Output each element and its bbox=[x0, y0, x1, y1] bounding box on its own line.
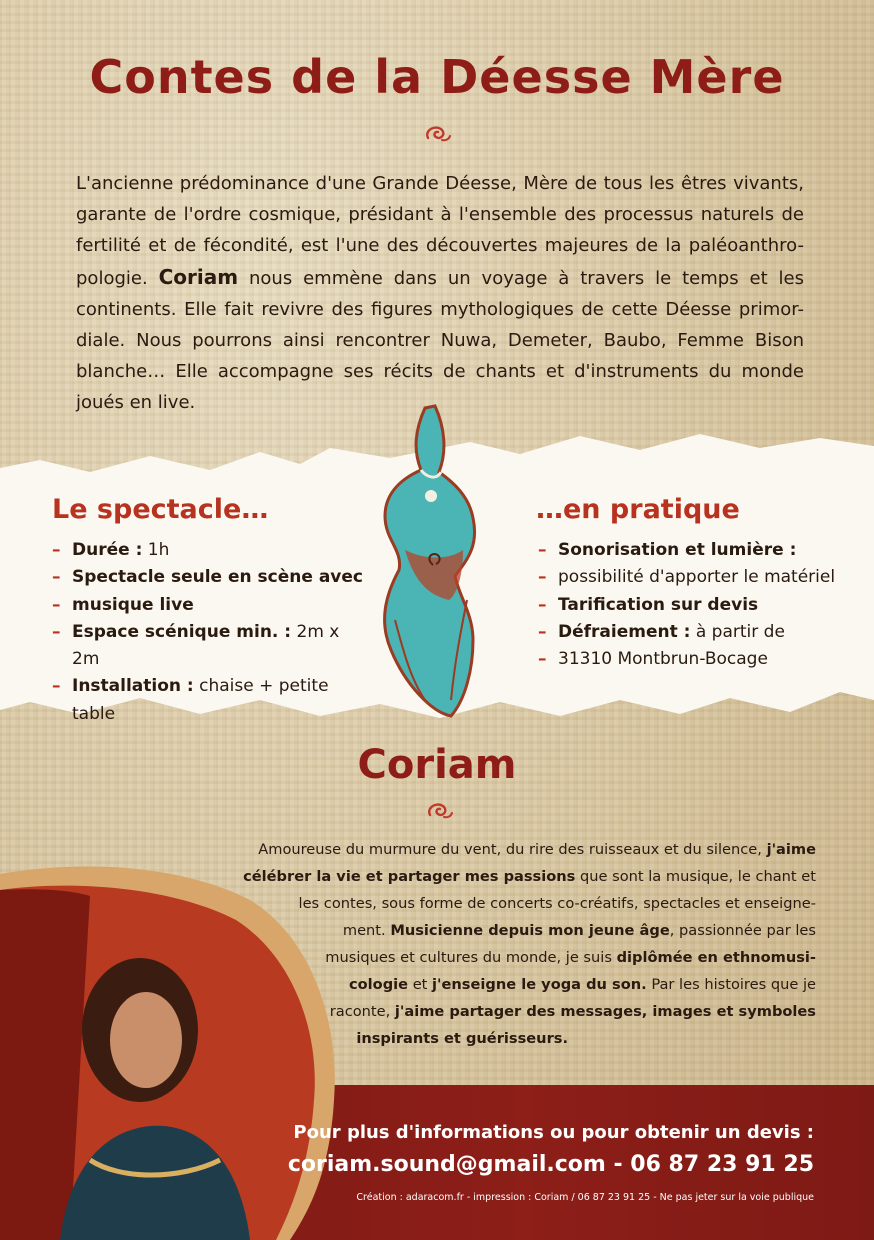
page-title: Contes de la Déesse Mère bbox=[89, 50, 785, 104]
goddess-statue-illustration bbox=[355, 400, 505, 720]
list-item: – possibilité d'apporter le matériel bbox=[538, 564, 858, 591]
list-item: – Espace scénique min. : 2m x 2m bbox=[52, 619, 372, 674]
intro-paragraph bbox=[76, 168, 804, 419]
list-item: – Sonorisation et lumière : bbox=[538, 537, 858, 564]
intro-line: blanche… Elle accompagne ses récits de chants et d'instruments du monde bbox=[76, 361, 804, 383]
list-item: – Durée : 1h bbox=[52, 537, 372, 564]
pratique-list bbox=[538, 537, 858, 673]
list-item: – Installation : chaise + petite table bbox=[52, 673, 372, 728]
contact-line[interactable]: coriam.sound@gmail.com - 06 87 23 91 25 bbox=[287, 1152, 814, 1177]
intro-line: joués en live. bbox=[76, 392, 196, 414]
swirl-ornament-icon bbox=[422, 122, 452, 146]
spectacle-list bbox=[52, 537, 372, 728]
intro-line: fertilité et de fécondité, est l'une des découvertes majeures de la paléoanthro- bbox=[76, 235, 804, 257]
coriam-heading: Coriam bbox=[357, 742, 517, 788]
spectacle-heading: Le spectacle… bbox=[52, 494, 269, 525]
footer-info-text: Pour plus d'informations ou pour obtenir un devis : bbox=[293, 1122, 814, 1143]
intro-line: nous emmène dans un voyage à travers le temps et les bbox=[248, 267, 804, 289]
intro-line: diale. Nous pourrons ainsi rencontrer Nuwa, Demeter, Baubo, Femme Bison bbox=[76, 330, 804, 352]
artist-name: Coriam bbox=[158, 264, 239, 289]
list-item: – 31310 Montbrun-Bocage bbox=[538, 646, 858, 673]
intro-line: continents. Elle fait revivre des figures mythologiques de cette Déesse primor- bbox=[76, 298, 804, 320]
list-item: – Défraiement : à partir de bbox=[538, 619, 858, 646]
intro-line: pologie. bbox=[76, 267, 148, 289]
list-item: – Tarification sur devis bbox=[538, 592, 858, 619]
swirl-ornament-icon bbox=[424, 799, 454, 823]
list-item: – Spectacle seule en scène avec bbox=[52, 564, 372, 591]
pratique-heading: …en pratique bbox=[536, 494, 740, 525]
bio-paragraph: Amoureuse du murmure du vent, du rire des ruisseaux et du silence, j'aime célébrer la vie et partager mes passions que sont la musique, le chant et les contes, sous forme de concerts co-créatifs, spectacles et enseigne- ment. Musicienne depuis mon jeune âge, passionnée par les musiques et cultures du monde, je suis diplômée en ethnomusi- cologie et j'enseigne le yoga du son. Par les histoires que je raconte, j'aime partager des messages, images et symboles inspirants et guérisseurs. bbox=[243, 841, 816, 1047]
artist-portrait-photo bbox=[0, 860, 340, 1240]
credits-text: Création : adaracom.fr - impression : Coriam / 06 87 23 91 25 - Ne pas jeter sur la voie publique bbox=[356, 1192, 814, 1203]
list-item: – musique live bbox=[52, 592, 372, 619]
intro-line: garante de l'ordre cosmique, présidant à l'ensemble des processus naturels de bbox=[76, 204, 804, 226]
intro-line: L'ancienne prédominance d'une Grande Déesse, Mère de tous les êtres vivants, bbox=[76, 173, 804, 194]
